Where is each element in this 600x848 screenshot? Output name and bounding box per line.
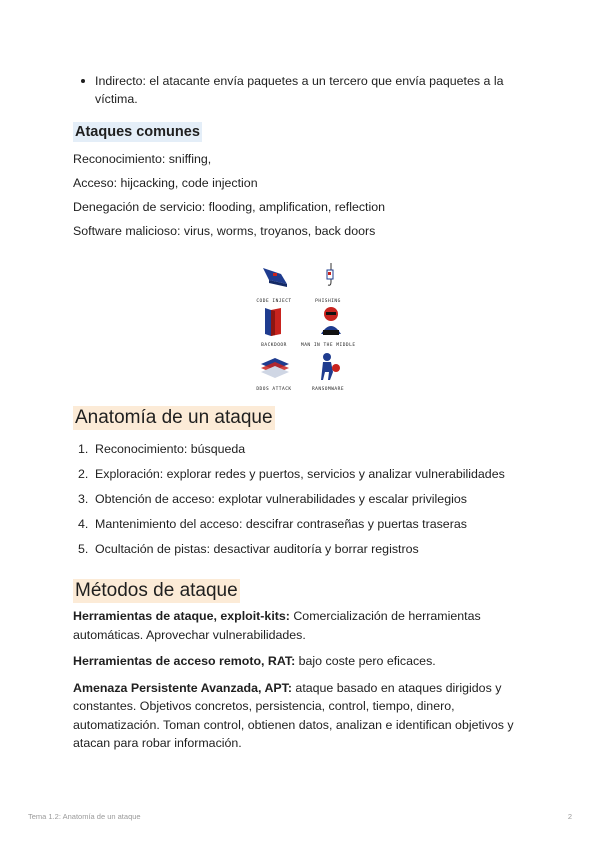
backdoor-icon xyxy=(247,304,301,340)
methods-heading: Métodos de ataque xyxy=(75,580,238,601)
step-text: Obtención de acceso: explotar vulnerabilidades y escalar privilegios xyxy=(95,492,467,506)
page-footer xyxy=(28,812,572,821)
method-apt xyxy=(73,679,533,753)
list-item xyxy=(73,490,533,508)
anatomy-heading: Anatomía de un ataque xyxy=(75,407,273,428)
figure-caption: MAN IN THE MIDDLE xyxy=(301,343,356,348)
method-exploit-kits xyxy=(73,607,533,644)
step-text: Ocultación de pistas: desactivar auditoría y borrar registros xyxy=(95,542,419,556)
common-line-access: Acceso: hijcacking, code injection xyxy=(73,176,258,190)
figure-caption: CODE INJECT xyxy=(256,299,292,304)
step-number: 1. xyxy=(78,442,89,456)
list-item xyxy=(73,540,533,558)
method-desc: bajo coste pero eficaces. xyxy=(295,654,436,668)
hacker-icon xyxy=(301,304,355,340)
server-stack-icon xyxy=(247,348,301,384)
common-attacks-heading: Ataques comunes xyxy=(75,124,200,140)
page-number: 2 xyxy=(567,812,572,821)
step-number: 5. xyxy=(78,542,89,556)
common-line-malware: Software malicioso: virus, worms, troyanos, back doors xyxy=(73,224,376,238)
anatomy-steps-list xyxy=(73,440,533,558)
figure-cell-ransomware xyxy=(301,348,355,392)
figure-cell-ddos xyxy=(247,348,301,392)
common-line-recon: Reconocimiento: sniffing, xyxy=(73,152,212,166)
figure-cell-phishing xyxy=(301,260,355,304)
figure-caption: DDOS ATTACK xyxy=(256,387,292,392)
method-term: Amenaza Persistente Avanzada, APT: xyxy=(73,680,292,695)
intro-bullet: Indirecto: el atacante envía paquetes a un tercero que envía paquetes a la víctima. xyxy=(73,72,533,108)
figure-cell-backdoor xyxy=(247,304,301,348)
list-item xyxy=(73,465,533,483)
page-content xyxy=(73,72,533,761)
list-item xyxy=(73,515,533,533)
intro-bullet-list xyxy=(73,72,533,108)
attack-types-illustration xyxy=(247,260,355,392)
method-term: Herramientas de acceso remoto, RAT: xyxy=(73,654,296,668)
footer-title: Tema 1.2: Anatomía de un ataque xyxy=(28,812,141,821)
step-text: Exploración: explorar redes y puertos, servicios y analizar vulnerabilidades xyxy=(95,467,505,481)
phishing-icon xyxy=(301,260,355,296)
method-term: Herramientas de ataque, exploit-kits: xyxy=(73,609,290,623)
figure-cell-man-in-the-middle xyxy=(301,304,355,348)
step-number: 4. xyxy=(78,517,89,531)
thief-icon xyxy=(301,348,355,384)
code-inject-icon xyxy=(247,260,301,296)
method-rat xyxy=(73,652,533,671)
figure-caption: RANSOMWARE xyxy=(311,387,345,392)
step-text: Mantenimiento del acceso: descifrar contraseñas y puertas traseras xyxy=(95,517,467,531)
list-item xyxy=(73,440,533,458)
step-number: 3. xyxy=(78,492,89,506)
figure-cell-code-inject xyxy=(247,260,301,304)
step-number: 2. xyxy=(78,467,89,481)
step-text: Reconocimiento: búsqueda xyxy=(95,442,246,456)
figure-caption: BACKDOOR xyxy=(261,343,287,348)
method-desc: Comercialización de herramientas automáticas. Aprovechar vulnerabilidades. xyxy=(73,609,481,642)
common-line-dos: Denegación de servicio: flooding, amplification, reflection xyxy=(73,200,386,214)
figure-caption: PHISHING xyxy=(315,299,341,304)
method-desc: ataque basado en ataques dirigidos y constantes. Objetivos concretos, persistencia, control, tiempo, dinero, automatización. Toman control, obtienen datos, analizan e identifican objetivos y atacan para robar información. xyxy=(73,680,514,750)
